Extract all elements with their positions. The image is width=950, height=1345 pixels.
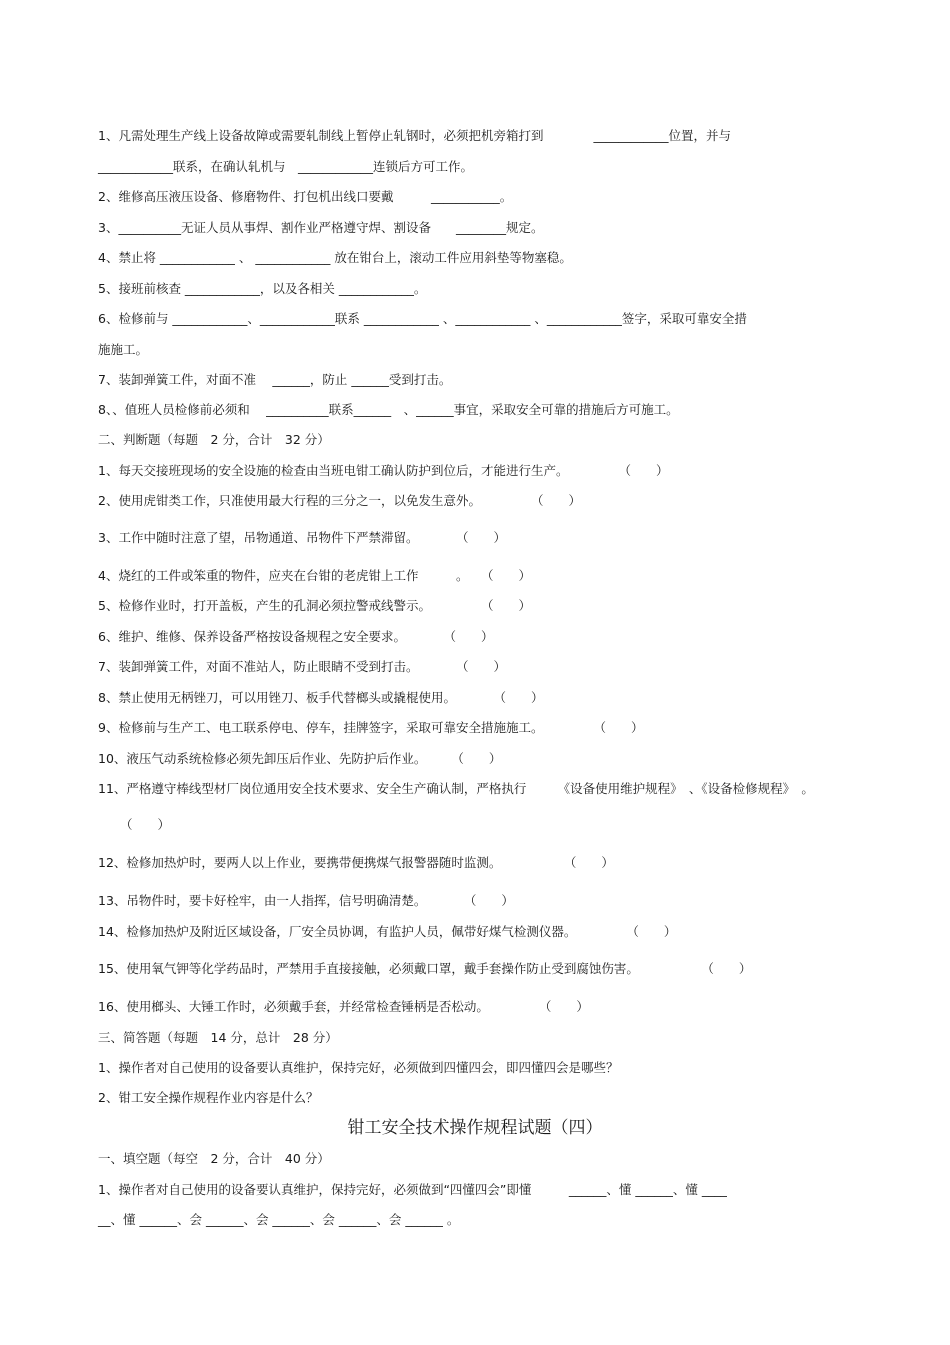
judgment-item-6: 6、维护、维修、保养设备严格按设备规程之安全要求。 （ ）: [98, 629, 494, 644]
fill-question-6-cont: 施施工。: [98, 342, 149, 357]
judgment-item-8: 8、禁止使用无柄锉刀，可以用锉刀、板手代替榔头或撬棍使用。 （ ）: [98, 690, 544, 705]
judgment-item-16: 16、使用榔头、大锤工作时，必须戴手套，并经常检查锤柄是否松动。 （ ）: [98, 999, 589, 1014]
section-heading-short-answer: 三、简答题（每题 14 分，总计 28 分）: [98, 1030, 338, 1045]
fill-question-1-cont: ____________联系，在确认轧机与 ____________连锁后方可工作。: [98, 159, 474, 174]
judgment-item-11-bracket: （ ）: [120, 817, 171, 832]
fill-question-7: 7、装卸弹簧工件，对面不准 ______，防止 ______受到打击。: [98, 372, 452, 387]
judgment-item-9: 9、检修前与生产工、电工联系停电、停车，挂牌签字，采取可靠安全措施施工。 （ ）: [98, 720, 644, 735]
judgment-item-13: 13、吊物件时，要卡好栓牢，由一人指挥，信号明确清楚。 （ ）: [98, 893, 514, 908]
fill-question-3: 3、__________无证人员从事焊、割作业严格遵守焊、割设备 ________规定。: [98, 220, 544, 235]
judgment-item-1: 1、每天交接班现场的安全设施的检查由当班电钳工确认防护到位后，才能进行生产。 （ ）: [98, 463, 669, 478]
judgment-item-14: 14、检修加热炉及附近区域设备，厂安全员协调，有监护人员，佩带好煤气检测仪器。 （ ）: [98, 924, 677, 939]
fill-question-5: 5、接班前核查 ____________，以及各相关 ____________。: [98, 281, 427, 296]
short-answer-item-1: 1、操作者对自己使用的设备要认真维护，保持完好，必须做到四懂四会，即四懂四会是哪些？: [98, 1060, 619, 1075]
judgment-item-12: 12、检修加热炉时，要两人以上作业，要携带便携煤气报警器随时监测。 （ ）: [98, 855, 614, 870]
fill-question-4: 4、禁止将 ____________ 、 ____________ 放在钳台上，滚动工件应用斜垫等物塞稳。: [98, 250, 572, 265]
fill-question-2: 2、维修高压液压设备、修磨物件、打包机出线口要戴 ___________。: [98, 189, 513, 204]
section-heading-judgment: 二、判断题（每题 2 分，合计 32 分）: [98, 432, 330, 447]
judgment-item-15: 15、使用氧气钾等化学药品时，严禁用手直接接触，必须戴口罩，戴手套操作防止受到腐蚀伤害。 （ ）: [98, 961, 752, 976]
exam-4-fill-item-1: 1、操作者对自己使用的设备要认真维护，保持完好，必须做到“四懂四会”即懂 ______、懂 ______、懂 ____: [98, 1182, 727, 1197]
judgment-item-5: 5、检修作业时，打开盖板，产生的孔洞必须拉警戒线警示。 （ ）: [98, 598, 531, 613]
judgment-item-7: 7、装卸弹簧工件，对面不准站人，防止眼睛不受到打击。 （ ）: [98, 659, 506, 674]
judgment-item-2: 2、使用虎钳类工作，只准使用最大行程的三分之一，以免发生意外。 （ ）: [98, 493, 581, 508]
fill-question-6: 6、检修前与 ____________、____________联系 ____________ 、____________ 、____________签字，采取可靠安全措: [98, 311, 747, 326]
exam-4-fill-item-1-cont: __、懂 ______、会 ______、会 ______、会 ______、会 ______ 。: [98, 1212, 460, 1227]
fill-question-8: 8、、值班人员检修前必须和 __________联系______ 、______事宜，采取安全可靠的措施后方可施工。: [98, 402, 679, 417]
judgment-item-10: 10、液压气动系统检修必须先卸压后作业、先防护后作业。 （ ）: [98, 751, 502, 766]
short-answer-item-2: 2、钳工安全操作规程作业内容是什么？: [98, 1090, 319, 1105]
judgment-item-3: 3、工作中随时注意了望，吊物通道、吊物件下严禁滞留。 （ ）: [98, 530, 506, 545]
judgment-item-4: 4、烧红的工件或笨重的物件，应夹在台钳的老虎钳上工作 。 （ ）: [98, 568, 531, 583]
judgment-item-11: 11、严格遵守棒线型材厂岗位通用安全技术要求、安全生产确认制，严格执行 《设备使用维护规程》 、《设备检修规程》 。: [98, 781, 814, 796]
exam-4-title: 钳工安全技术操作规程试题（四）: [347, 1118, 603, 1138]
exam-4-section-heading: 一、填空题（每空 2 分，合计 40 分）: [98, 1151, 330, 1166]
fill-question-1: 1、凡需处理生产线上设备故障或需要轧制线上暂停止轧钢时，必须把机旁箱打到 ____________位置，并与: [98, 128, 731, 143]
